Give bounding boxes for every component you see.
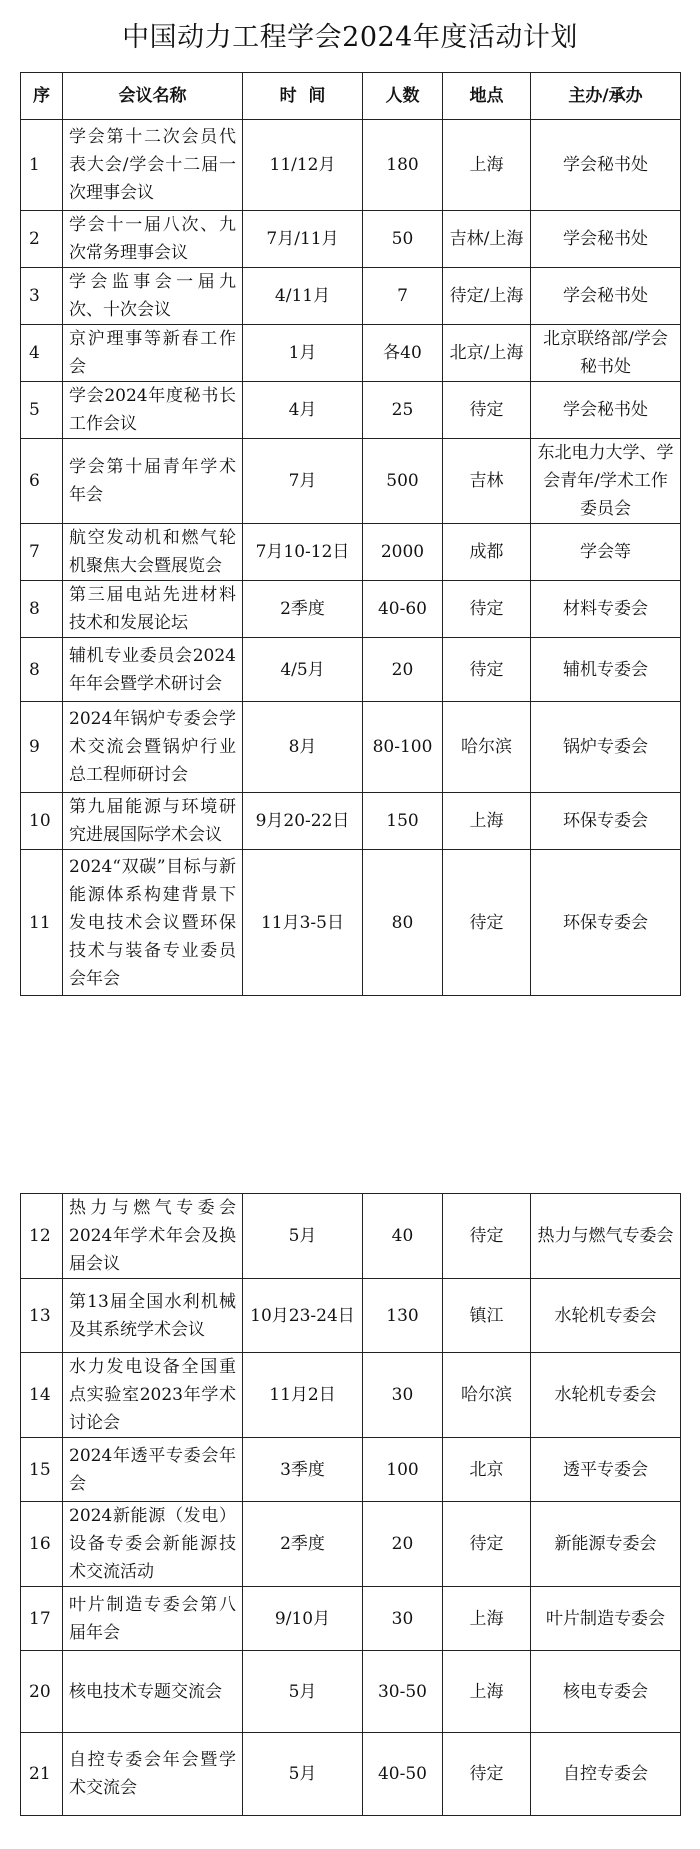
row-time: 1月 [243,325,363,382]
row-name: 辅机专业委员会2024年年会暨学术研讨会 [63,638,243,702]
row-name: 第13届全国水利机械及其系统学术会议 [63,1279,243,1353]
row-no: 12 [21,1194,63,1279]
row-time: 7月10-12日 [243,524,363,581]
row-time: 2季度 [243,581,363,638]
row-location: 待定 [443,1502,531,1587]
row-time: 7月/11月 [243,211,363,268]
table-row [21,439,681,524]
row-name: 学会十一届八次、九次常务理事会议 [63,211,243,268]
row-organizer: 热力与燃气专委会 [531,1194,681,1279]
table-row [21,1438,681,1502]
row-no: 4 [21,325,63,382]
table-row [21,120,681,211]
row-organizer: 水轮机专委会 [531,1353,681,1438]
row-location: 待定 [443,1194,531,1279]
header-name: 会议名称 [63,73,243,120]
row-organizer: 环保专委会 [531,793,681,850]
row-time: 5月 [243,1194,363,1279]
row-name: 第九届能源与环境研究进展国际学术会议 [63,793,243,850]
row-location: 待定 [443,850,531,996]
table-header-row [21,73,681,120]
row-people: 500 [363,439,443,524]
row-name: 学会第十二次会员代表大会/学会十二届一次理事会议 [63,120,243,211]
activity-table-part2 [20,1193,681,1816]
row-no: 1 [21,120,63,211]
row-location: 上海 [443,1587,531,1651]
row-people: 150 [363,793,443,850]
row-time: 10月23-24日 [243,1279,363,1353]
row-no: 5 [21,382,63,439]
table-row [21,1502,681,1587]
table-row [21,524,681,581]
table-row [21,1587,681,1651]
row-organizer: 新能源专委会 [531,1502,681,1587]
row-no: 20 [21,1651,63,1733]
row-people: 40-60 [363,581,443,638]
row-people: 40-50 [363,1733,443,1816]
row-people: 130 [363,1279,443,1353]
row-no: 3 [21,268,63,325]
row-location: 吉林/上海 [443,211,531,268]
row-name: 2024年锅炉专委会学术交流会暨锅炉行业总工程师研讨会 [63,702,243,793]
row-location: 北京 [443,1438,531,1502]
row-name: 2024年透平专委会年会 [63,1438,243,1502]
row-location: 待定 [443,638,531,702]
row-people: 20 [363,638,443,702]
row-time: 11月2日 [243,1353,363,1438]
row-location: 哈尔滨 [443,702,531,793]
table-row [21,1194,681,1279]
row-time: 4/11月 [243,268,363,325]
row-location: 待定 [443,1733,531,1816]
row-name: 自控专委会年会暨学术交流会 [63,1733,243,1816]
row-time: 2季度 [243,1502,363,1587]
row-people: 25 [363,382,443,439]
row-people: 80-100 [363,702,443,793]
row-people: 各40 [363,325,443,382]
row-organizer: 核电专委会 [531,1651,681,1733]
row-no: 14 [21,1353,63,1438]
row-no: 17 [21,1587,63,1651]
row-time: 9月20-22日 [243,793,363,850]
row-location: 镇江 [443,1279,531,1353]
row-no: 6 [21,439,63,524]
row-location: 成都 [443,524,531,581]
table-row [21,1279,681,1353]
row-location: 待定/上海 [443,268,531,325]
header-organizer: 主办/承办 [531,73,681,120]
row-people: 40 [363,1194,443,1279]
row-name: 核电技术专题交流会 [63,1651,243,1733]
table-row [21,1651,681,1733]
page-title: 中国动力工程学会2024年度活动计划 [122,22,578,53]
row-time: 9/10月 [243,1587,363,1651]
row-organizer: 自控专委会 [531,1733,681,1816]
row-time: 5月 [243,1651,363,1733]
row-name: 叶片制造专委会第八届年会 [63,1587,243,1651]
row-location: 上海 [443,793,531,850]
row-time: 11/12月 [243,120,363,211]
row-no: 15 [21,1438,63,1502]
row-name: 学会第十届青年学术年会 [63,439,243,524]
row-no: 13 [21,1279,63,1353]
header-people: 人数 [363,73,443,120]
row-name: 学会监事会一届九次、十次会议 [63,268,243,325]
row-location: 上海 [443,1651,531,1733]
row-organizer: 学会等 [531,524,681,581]
row-organizer: 东北电力大学、学会青年/学术工作委员会 [531,439,681,524]
table-row [21,382,681,439]
row-name: 水力发电设备全国重点实验室2023年学术讨论会 [63,1353,243,1438]
row-time: 11月3-5日 [243,850,363,996]
row-people: 30 [363,1587,443,1651]
row-name: 2024新能源（发电）设备专委会新能源技术交流活动 [63,1502,243,1587]
row-organizer: 学会秘书处 [531,211,681,268]
row-no: 9 [21,702,63,793]
row-location: 哈尔滨 [443,1353,531,1438]
row-organizer: 水轮机专委会 [531,1279,681,1353]
row-organizer: 学会秘书处 [531,382,681,439]
table-row [21,702,681,793]
row-location: 北京/上海 [443,325,531,382]
row-name: 第三届电站先进材料技术和发展论坛 [63,581,243,638]
row-people: 50 [363,211,443,268]
row-people: 30 [363,1353,443,1438]
row-people: 80 [363,850,443,996]
row-people: 2000 [363,524,443,581]
row-organizer: 学会秘书处 [531,120,681,211]
table-row [21,581,681,638]
row-people: 30-50 [363,1651,443,1733]
row-no: 2 [21,211,63,268]
row-no: 8 [21,638,63,702]
row-name: 学会2024年度秘书长工作会议 [63,382,243,439]
row-no: 10 [21,793,63,850]
row-no: 16 [21,1502,63,1587]
row-location: 吉林 [443,439,531,524]
activity-table-part1 [20,72,681,996]
row-no: 8 [21,581,63,638]
row-people: 100 [363,1438,443,1502]
row-name: 京沪理事等新春工作会 [63,325,243,382]
table-row [21,850,681,996]
row-location: 上海 [443,120,531,211]
row-location: 待定 [443,581,531,638]
row-organizer: 北京联络部/学会秘书处 [531,325,681,382]
header-no: 序 [21,73,63,120]
row-location: 待定 [443,382,531,439]
row-no: 7 [21,524,63,581]
row-no: 21 [21,1733,63,1816]
table-row [21,211,681,268]
row-time: 4月 [243,382,363,439]
header-time: 时 间 [243,73,363,120]
table-row [21,1353,681,1438]
row-people: 7 [363,268,443,325]
row-time: 4/5月 [243,638,363,702]
row-no: 11 [21,850,63,996]
row-name: 热力与燃气专委会2024年学术年会及换届会议 [63,1194,243,1279]
row-time: 8月 [243,702,363,793]
table-row [21,638,681,702]
row-time: 3季度 [243,1438,363,1502]
row-people: 180 [363,120,443,211]
row-people: 20 [363,1502,443,1587]
table-row [21,1733,681,1816]
row-organizer: 锅炉专委会 [531,702,681,793]
row-organizer: 辅机专委会 [531,638,681,702]
row-time: 7月 [243,439,363,524]
row-time: 5月 [243,1733,363,1816]
row-organizer: 材料专委会 [531,581,681,638]
table-row [21,268,681,325]
row-name: 2024“双碳”目标与新能源体系构建背景下发电技术会议暨环保技术与装备专业委员会年会 [63,850,243,996]
table-row [21,325,681,382]
row-organizer: 学会秘书处 [531,268,681,325]
header-location: 地点 [443,73,531,120]
row-name: 航空发动机和燃气轮机聚焦大会暨展览会 [63,524,243,581]
row-organizer: 环保专委会 [531,850,681,996]
table-row [21,793,681,850]
row-organizer: 叶片制造专委会 [531,1587,681,1651]
row-organizer: 透平专委会 [531,1438,681,1502]
